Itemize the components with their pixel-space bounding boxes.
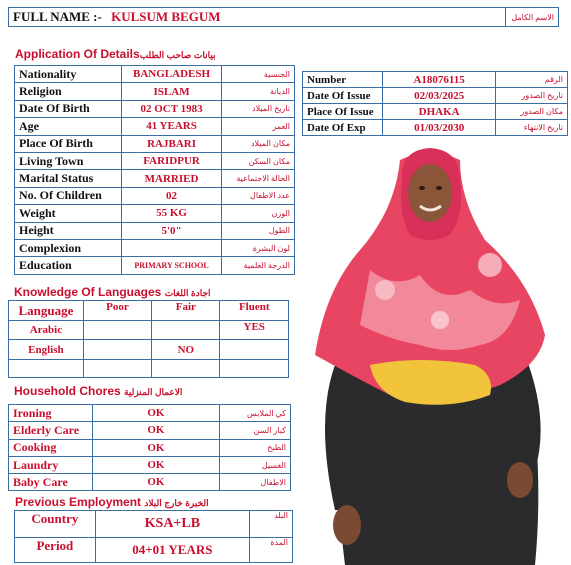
lang-empty-cell	[220, 360, 289, 378]
employment-ar: المدة	[249, 538, 292, 563]
chores-label: Ironing	[9, 405, 93, 422]
full-name-ar: الاسم الكامل	[505, 8, 558, 27]
employment-section-title	[15, 495, 209, 509]
passport-label: Number	[303, 72, 383, 88]
application-section-title	[15, 47, 216, 61]
application-value: 41 YEARS	[122, 118, 221, 135]
passport-label: Date Of Exp	[303, 120, 383, 136]
chores-row	[9, 405, 291, 422]
chores-label: Elderly Care	[9, 422, 93, 439]
application-label: Nationality	[15, 66, 122, 83]
chores-value: OK	[93, 456, 220, 473]
application-label: Weight	[15, 205, 122, 222]
application-row	[15, 66, 295, 83]
application-label: Age	[15, 118, 122, 135]
languages-section-title	[14, 285, 211, 299]
application-table	[14, 65, 295, 275]
chores-value: OK	[93, 474, 220, 491]
application-value: MARRIED	[122, 170, 221, 187]
lang-empty-cell	[83, 360, 151, 378]
application-value: 02 OCT 1983	[122, 100, 221, 117]
lang-header-fluent: Fluent	[220, 301, 289, 321]
application-row	[15, 222, 295, 239]
employment-value: 04+01 YEARS	[95, 538, 249, 563]
application-value: FARIDPUR	[122, 152, 221, 169]
application-label-ar: الجنسية	[221, 66, 294, 83]
chores-table	[8, 404, 291, 491]
application-row	[15, 170, 295, 187]
passport-label: Date Of Issue	[303, 88, 383, 104]
chores-label-ar: الغسيل	[219, 456, 290, 473]
chores-row	[9, 422, 291, 439]
application-label: Complexion	[15, 239, 122, 256]
application-label: No. Of Children	[15, 187, 122, 204]
application-value: ISLAM	[122, 83, 221, 100]
employment-ar: البلد	[249, 511, 292, 538]
right-hand-shape	[507, 462, 533, 498]
lang-row-fair: NO	[152, 340, 220, 360]
eye-shape	[419, 186, 425, 190]
chores-label-ar: الاطفال	[219, 474, 290, 491]
application-label: Place Of Birth	[15, 135, 122, 152]
lang-header-language: Language	[9, 301, 84, 321]
application-row	[15, 205, 295, 222]
application-label: Height	[15, 222, 122, 239]
passport-row	[303, 88, 568, 104]
chores-value: OK	[93, 405, 220, 422]
application-row	[15, 257, 295, 274]
chores-title-ar: الاعمال المنزلية	[124, 387, 183, 397]
passport-value: 01/03/2030	[383, 120, 496, 136]
passport-row	[303, 104, 568, 120]
passport-table	[302, 71, 568, 136]
application-label-ar: الدرجة العلمية	[221, 257, 294, 274]
application-label-ar: الوزن	[221, 205, 294, 222]
languages-title: Knowledge Of Languages	[14, 285, 162, 299]
application-label-ar: الحالة الاجتماعية	[221, 170, 294, 187]
passport-label-ar: تاريخ الصدور	[496, 88, 568, 104]
application-label: Education	[15, 257, 122, 274]
lang-row-fluent: YES	[220, 321, 289, 340]
scarf-pattern-shape	[375, 280, 395, 300]
applicant-photo	[300, 140, 571, 565]
full-name-table	[8, 7, 559, 27]
passport-row	[303, 72, 568, 88]
scarf-pattern-shape	[431, 311, 449, 329]
passport-value: 02/03/2025	[383, 88, 496, 104]
chores-title: Household Chores	[14, 384, 121, 398]
lang-row-fluent	[220, 340, 289, 360]
application-label-ar: لون البشرة	[221, 239, 294, 256]
chores-value: OK	[93, 439, 220, 456]
application-row	[15, 152, 295, 169]
application-value: 5'0"	[122, 222, 221, 239]
application-value: BANGLADESH	[122, 66, 221, 83]
application-label-ar: تاريخ الميلاد	[221, 100, 294, 117]
application-value: PRIMARY SCHOOL	[122, 257, 221, 274]
chores-section-title	[14, 384, 182, 398]
application-label-ar: العمر	[221, 118, 294, 135]
application-label-ar: الديانة	[221, 83, 294, 100]
left-hand-shape	[333, 505, 361, 545]
lang-header-poor: Poor	[83, 301, 151, 321]
passport-value: A18076115	[383, 72, 496, 88]
application-value: RAJBARI	[122, 135, 221, 152]
chores-label-ar: الطبخ	[219, 439, 290, 456]
lang-header-fair: Fair	[152, 301, 220, 321]
lang-row-language: English	[9, 340, 84, 360]
chores-row	[9, 456, 291, 473]
employment-value: KSA+LB	[95, 511, 249, 538]
chores-label: Laundry	[9, 456, 93, 473]
face-shape	[408, 164, 452, 222]
passport-row	[303, 120, 568, 136]
application-label: Date Of Birth	[15, 100, 122, 117]
application-row	[15, 100, 295, 117]
application-label-ar: عدد الاطفال	[221, 187, 294, 204]
chores-label-ar: كبار السن	[219, 422, 290, 439]
passport-label: Place Of Issue	[303, 104, 383, 120]
employment-title: Previous Employment	[15, 495, 142, 509]
full-name-cell	[9, 8, 506, 27]
application-value: 02	[122, 187, 221, 204]
lang-row-poor	[83, 321, 151, 340]
application-label: Living Town	[15, 152, 122, 169]
chores-row	[9, 439, 291, 456]
chores-value: OK	[93, 422, 220, 439]
passport-label-ar: الرقم	[496, 72, 568, 88]
application-row	[15, 239, 295, 256]
application-row	[15, 83, 295, 100]
application-label-ar: الطول	[221, 222, 294, 239]
chores-label: Baby Care	[9, 474, 93, 491]
lang-row-fair	[152, 321, 220, 340]
full-name-label: FULL NAME :-	[13, 9, 102, 24]
passport-label-ar: مكان الصدور	[496, 104, 568, 120]
application-row	[15, 118, 295, 135]
chores-label-ar: كي الملابس	[219, 405, 290, 422]
application-label: Religion	[15, 83, 122, 100]
full-name-value: KULSUM BEGUM	[111, 9, 221, 24]
application-label: Marital Status	[15, 170, 122, 187]
lang-row-language: Arabic	[9, 321, 84, 340]
languages-title-ar: اجادة اللغات	[164, 288, 211, 298]
application-value: 55 KG	[122, 205, 221, 222]
employment-label: Country	[15, 511, 96, 538]
lang-empty-cell	[152, 360, 220, 378]
application-title-ar: بيانات صاحب الطلب	[139, 50, 216, 60]
chores-label: Cooking	[9, 439, 93, 456]
application-row	[15, 135, 295, 152]
application-title: Application Of Details	[15, 47, 140, 61]
lang-empty-cell	[9, 360, 84, 378]
lang-row-poor	[83, 340, 151, 360]
employment-table	[14, 510, 293, 563]
employment-label: Period	[15, 538, 96, 563]
chores-row	[9, 474, 291, 491]
application-label-ar: مكان الميلاد	[221, 135, 294, 152]
passport-value: DHAKA	[383, 104, 496, 120]
eye-shape	[436, 186, 442, 190]
languages-table	[8, 300, 289, 378]
scarf-pattern-shape	[478, 253, 502, 277]
passport-label-ar: تاريخ الانتهاء	[496, 120, 568, 136]
application-label-ar: مكان السكن	[221, 152, 294, 169]
application-value	[122, 239, 221, 256]
application-row	[15, 187, 295, 204]
employment-title-ar: الخبرة خارج البلاد	[144, 498, 209, 508]
